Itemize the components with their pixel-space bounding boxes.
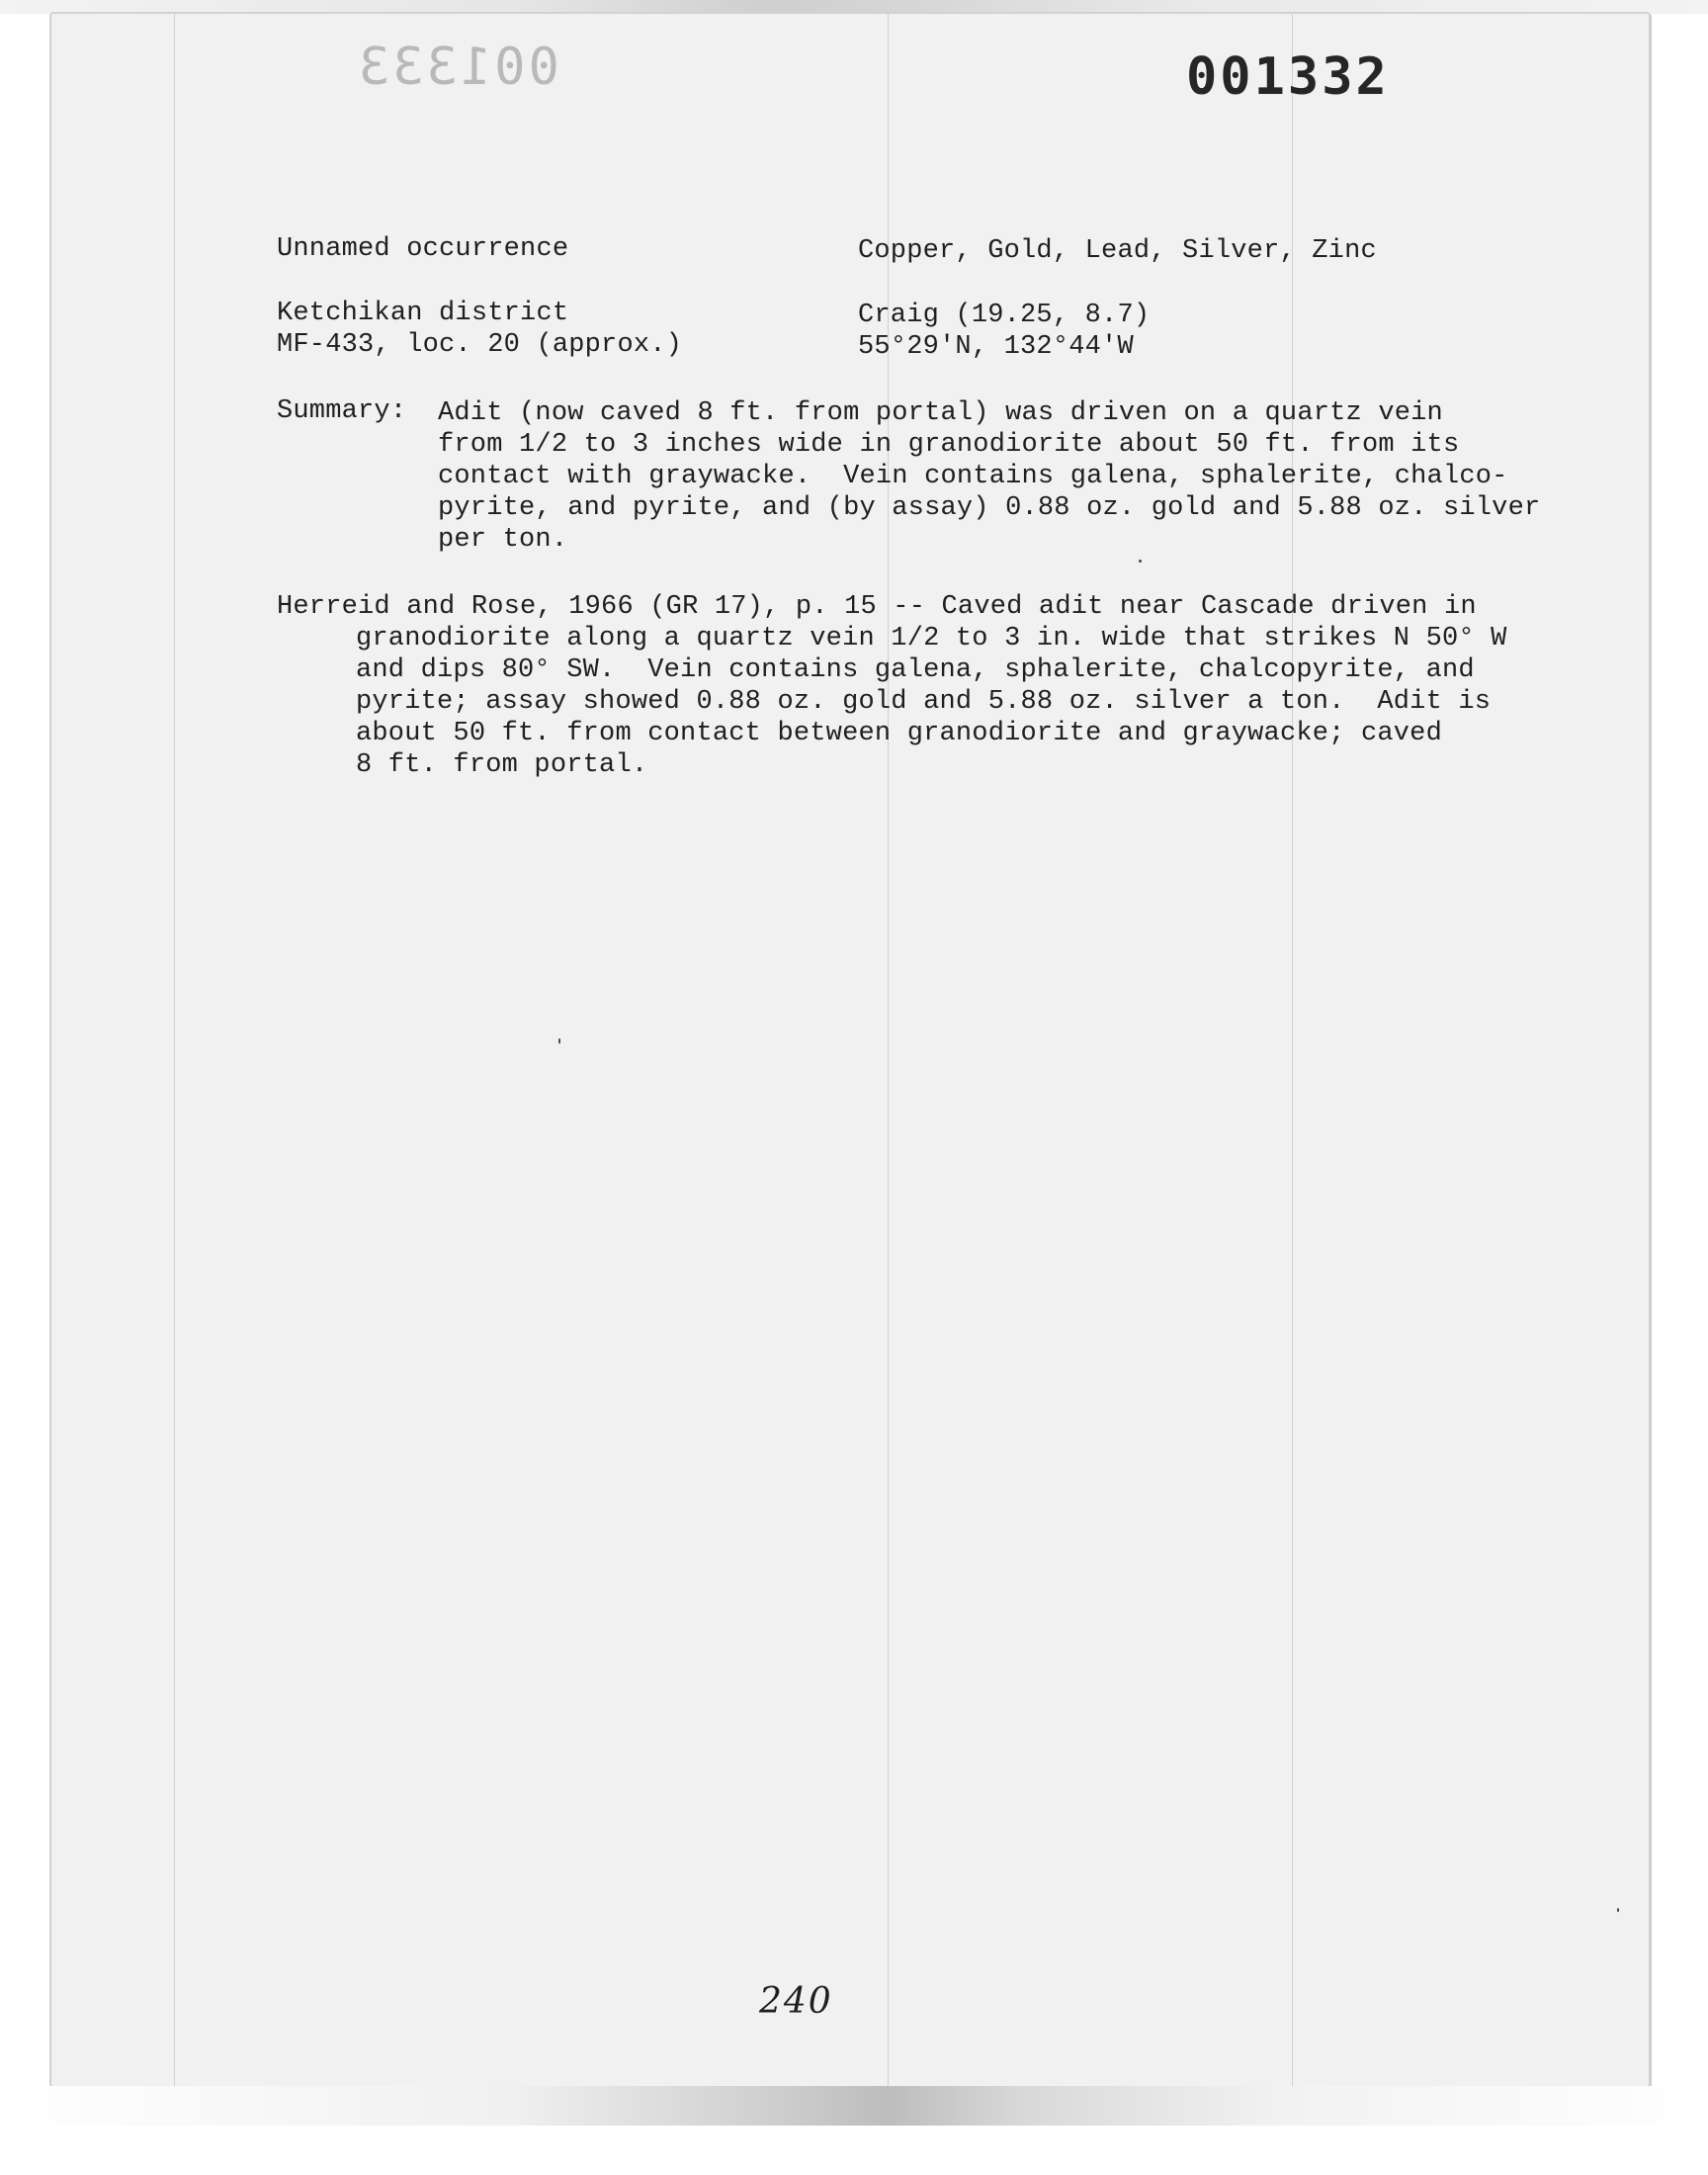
document-number: 001332 — [1186, 47, 1390, 107]
scan-edge-bottom — [0, 2086, 1708, 2126]
reference-line: and dips 80° SW. Vein contains galena, sphalerite, chalcopyrite, and — [356, 655, 1475, 685]
summary-line: from 1/2 to 3 inches wide in granodiorite about 50 ft. from its — [438, 430, 1460, 460]
map-reference: MF-433, loc. 20 (approx.) — [277, 330, 683, 360]
reference-line: pyrite; assay showed 0.88 oz. gold and 5.88 oz. silver a ton. Adit is — [356, 687, 1492, 717]
summary-line: Adit (now caved 8 ft. from portal) was driven on a quartz vein — [438, 398, 1443, 428]
summary-line: per ton. — [438, 525, 568, 555]
summary-line: contact with graywacke. Vein contains galena, sphalerite, chalco- — [438, 462, 1508, 491]
summary-line: pyrite, and pyrite, and (by assay) 0.88 oz. gold and 5.88 oz. silver — [438, 493, 1541, 523]
coordinates: 55°29'N, 132°44'W — [858, 332, 1134, 362]
scan-line — [1292, 14, 1293, 2086]
commodities: Copper, Gold, Lead, Silver, Zinc — [858, 236, 1377, 266]
scan-speck — [558, 1038, 560, 1044]
scan-line — [174, 14, 175, 2086]
reference-line: 8 ft. from portal. — [356, 750, 648, 780]
scan-speck — [1617, 1908, 1619, 1912]
reference-citation: Herreid and Rose, 1966 (GR 17), p. 15 -- Caved adit near Cascade driven in — [277, 592, 1477, 622]
quadrangle: Craig (19.25, 8.7) — [858, 301, 1151, 330]
reference-line: about 50 ft. from contact between granodiorite and graywacke; caved — [356, 719, 1442, 748]
reference-line: granodiorite along a quartz vein 1/2 to 3 in. wide that strikes N 50° W — [356, 624, 1507, 653]
ghost-document-number: 001333 — [356, 38, 559, 97]
page-number: 240 — [759, 1981, 833, 2022]
occurrence-name: Unnamed occurrence — [277, 234, 569, 264]
summary-label: Summary: — [277, 396, 407, 426]
scan-speck — [1139, 560, 1142, 563]
district: Ketchikan district — [277, 299, 569, 328]
